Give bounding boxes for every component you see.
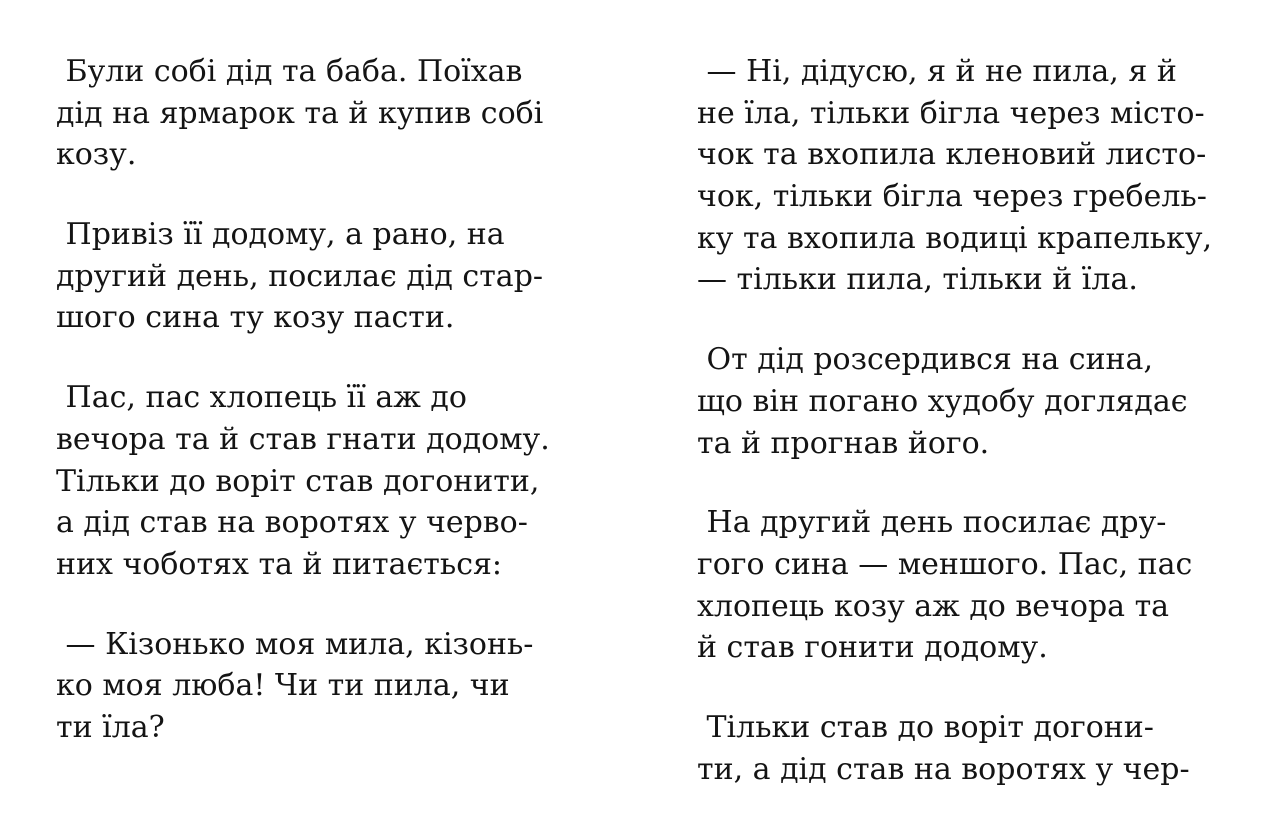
text-line: Пас, пас хлопець її аж до [56,380,467,416]
text-line: та й прогнав його. [697,425,990,461]
text-column-left [56,51,616,787]
text-line: не їла, тільки бігла через місто- [697,95,1205,131]
text-line: вечора та й став гнати додому. [56,421,550,457]
paragraph [697,502,1257,669]
text-line: козу. [56,137,137,173]
text-line: Тільки став до воріт догони- [697,709,1154,745]
text-line: хлопець козу аж до вечора та [697,588,1170,624]
paragraph [56,624,616,749]
text-line: а дід став на воротях у черво- [56,505,528,541]
text-column-right [697,51,1257,828]
text-line: них чоботях та й питається: [56,546,503,582]
paragraph [697,339,1257,464]
text-line: Тільки до воріт став догонити, [56,463,540,499]
text-line: чок, тільки бігла через гребель- [697,179,1207,215]
text-line: другий день, посилає дід стар- [56,258,544,294]
text-line: На другий день посилає дру- [697,505,1167,541]
text-line: Були собі дід та баба. Поїхав [56,54,523,89]
paragraph [697,51,1257,301]
text-line: чок та вхопила кленовий листо- [697,137,1207,173]
text-line: й став гонити додому. [697,630,1048,666]
text-line: От дід розсердився на сина, [697,342,1153,378]
text-line: ти їла? [56,709,165,745]
text-line: ку та вхопила водиці крапельку, [697,220,1213,256]
text-line: шого сина ту козу пасти. [56,300,455,336]
text-line: — тільки пила, тільки й їла. [697,262,1138,298]
paragraph [56,51,616,176]
text-line: — Ні, дідусю, я й не пила, я й [697,54,1177,89]
text-line: що він погано худобу доглядає [697,383,1188,419]
text-line: гого сина — меншого. Пас, пас [697,546,1193,582]
text-line: дід на ярмарок та й купив собі [56,95,544,131]
text-line: Привіз її додому, а рано, на [56,217,505,253]
text-line: — Кізонько моя мила, кізонь- [56,626,534,662]
text-line: ко моя люба! Чи ти пила, чи [56,668,510,704]
text-line: ти, а дід став на воротях у чер- [697,751,1190,787]
paragraph [56,377,616,585]
paragraph [697,707,1257,790]
paragraph [56,214,616,339]
